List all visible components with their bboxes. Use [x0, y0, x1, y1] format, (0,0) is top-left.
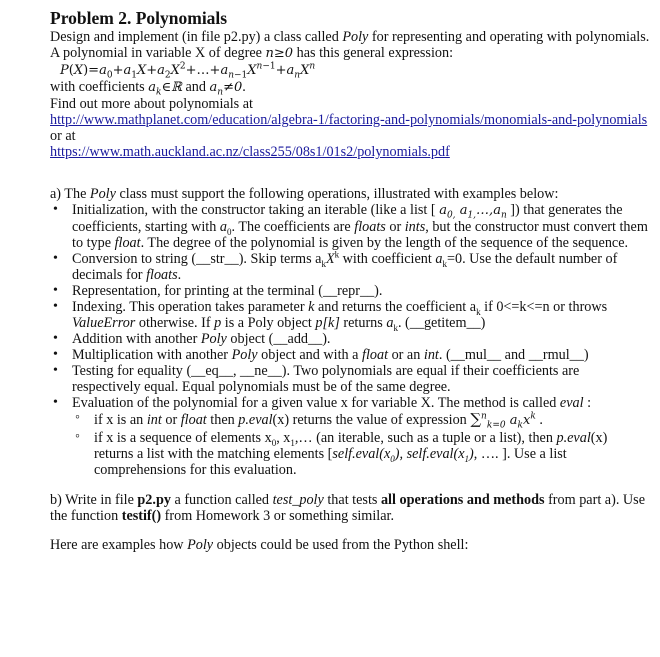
or-at-text: or at [50, 128, 76, 144]
part-a-heading [50, 186, 650, 202]
list-item-repr: • Representation, for printing at the terminal (__repr__). [72, 283, 650, 299]
class-name: Poly [89, 186, 116, 202]
type-floats: floats [354, 219, 386, 235]
type-float: float [362, 347, 389, 363]
heading-text: a) The [50, 186, 90, 202]
testif-function: testif() [121, 508, 162, 524]
var-p: p [214, 315, 222, 331]
list-item-addition [72, 331, 650, 347]
file-name: p2.py [137, 492, 171, 508]
coeff-condition-2: $a_n\ne 0$ [209, 80, 243, 98]
text: , …. ]. Use a list comprehensions for this evaluation. [94, 446, 567, 478]
degree-condition: n≥0 [265, 46, 294, 61]
value-error: ValueError [72, 315, 136, 331]
intro-text: for representing and operating with polynomials. [368, 29, 650, 45]
class-name: Poly [187, 537, 214, 553]
type-float: float [114, 235, 141, 251]
text: . [535, 412, 543, 428]
type-floats: floats [146, 267, 178, 283]
text: objects could be used from the Python shell: [213, 537, 469, 553]
examples-intro [50, 537, 650, 553]
text: Evaluation of the polynomial for a given value x for variable X. The method is called [72, 395, 560, 411]
auckland-link[interactable]: https://www.math.auckland.ac.nz/class255/08s1/01s2/polynomials.pdf [50, 144, 450, 160]
coeff-text: with coefficients [50, 79, 149, 95]
mathplanet-link[interactable]: http://www.mathplanet.com/education/algebra-1/factoring-and-polynomials/monomials-and-polynomials [50, 112, 648, 128]
text: (x) returns the value of expression [272, 412, 471, 428]
class-name: Poly [200, 331, 227, 347]
spacer [50, 160, 650, 186]
coeff-text: . [242, 79, 246, 95]
method-call: p.eval [556, 430, 591, 446]
method-eval: eval [559, 395, 584, 411]
text: Here are examples how [50, 537, 188, 553]
sublist-item-scalar [94, 411, 650, 429]
text: (x) returns a list with the matching elements [ [94, 430, 608, 462]
text: Multiplication with another [72, 347, 232, 363]
list-item-str: • Conversion to string (__str__). Skip terms $a_kX^k$ with coefficient $a_k=0$. Use the default number of decimals for floats. [72, 251, 650, 283]
text: : [583, 395, 592, 411]
text: . [177, 267, 182, 283]
text: or [161, 412, 181, 428]
class-name: Poly [342, 29, 369, 45]
list-item-indexing: • Indexing. This operation takes parameter k and returns the coefficient $a_k$ if 0<=k<=n or throws ValueError otherwise. If p is a Poly object p[k] returns $a_k$. (__getitem__) [72, 299, 650, 331]
coeff-text: and [181, 79, 210, 95]
coeff-condition-1: $a_k\in ℝ$ [148, 80, 182, 98]
text: from Homework 3 or something similar. [161, 508, 394, 524]
expr-pk: p[k] [315, 315, 340, 331]
list-item-equality: • Testing for equality (__eq__, __ne__). Two polynomials are equal if their coefficients are respectively equal. Equal polynomials must be of the same degree. [72, 363, 650, 395]
spacer [50, 479, 650, 492]
list-item-evaluation [72, 395, 650, 478]
list-item-multiplication [72, 347, 650, 363]
find-more-text: Find out more about polynomials at [50, 96, 253, 112]
text: is a Poly object [221, 315, 316, 331]
coefficients-line [50, 79, 650, 96]
intro-text: Design and implement (in file p2.py) a class called [50, 29, 343, 45]
text: or [385, 219, 405, 235]
text: or an [388, 347, 424, 363]
type-float: float [180, 412, 207, 428]
type-ints: ints [404, 219, 426, 235]
text: that tests [323, 492, 381, 508]
part-b-paragraph [50, 492, 650, 524]
text: b) Write in file [50, 492, 138, 508]
spacer [50, 524, 650, 537]
eval-sublist [72, 411, 650, 478]
polynomial-formula: $P(X)=a_0+a_1X+a_2X^2+\dots+a_{n-1}X^{n-1}+a_nX^n$ [60, 61, 316, 81]
text: if x is an [94, 412, 147, 428]
class-name: Poly [231, 347, 258, 363]
text: object (__add__). [226, 331, 331, 347]
function-name: test_poly [272, 492, 324, 508]
operations-list [50, 202, 650, 478]
document-page [50, 8, 650, 553]
text: otherwise. If [135, 315, 215, 331]
list-item-initialization: • Initialization, with the constructor taking an iterable (like a list [ $a_{0,}$ $a_{1,}\dots,a_n$ ]) that generates the coefficients, starting with $a_0$. The coefficients are floats or ints, but the constructor must convert them to type float. The degree of the polynomial is given by the length of the sequence of the sequence. [72, 202, 650, 251]
text: Addition with another [72, 331, 201, 347]
param-k: k [308, 299, 315, 315]
sum-expression: ∑$^n_{k=0}$ $a_kx^k$ [470, 410, 536, 431]
problem-title: Problem 2. Polynomials [50, 8, 228, 28]
emphasis: all operations and methods [380, 492, 545, 508]
intro-paragraph [50, 29, 650, 45]
type-int: int [423, 347, 439, 363]
text: then [206, 412, 239, 428]
degree-text: has this general expression: [293, 45, 454, 61]
heading-text: class must support the following operations, illustrated with examples below: [115, 186, 559, 202]
self-eval-list: $self.eval(x_0)$, $self.eval(x_1)$ [332, 446, 474, 464]
type-int: int [146, 412, 162, 428]
text: . (__mul__ and __rmul__) [438, 347, 589, 363]
degree-line [50, 45, 650, 62]
text: from part a). Use the function [50, 492, 645, 524]
method-call: p.eval [238, 412, 273, 428]
degree-text: A polynomial in variable X of degree [50, 45, 266, 61]
text: object and with a [257, 347, 362, 363]
sublist-item-sequence: ◦ if x is a sequence of elements $x_0$, $x_1,\dots$ (an iterable, such as a tuple or a list), then p.eval(x) returns a list with the matching elements [$self.eval(x_0)$, $self.eval(x_1)$, …. ]. Use a list comprehensions for this evaluation. [94, 430, 650, 478]
text: a function called [170, 492, 273, 508]
